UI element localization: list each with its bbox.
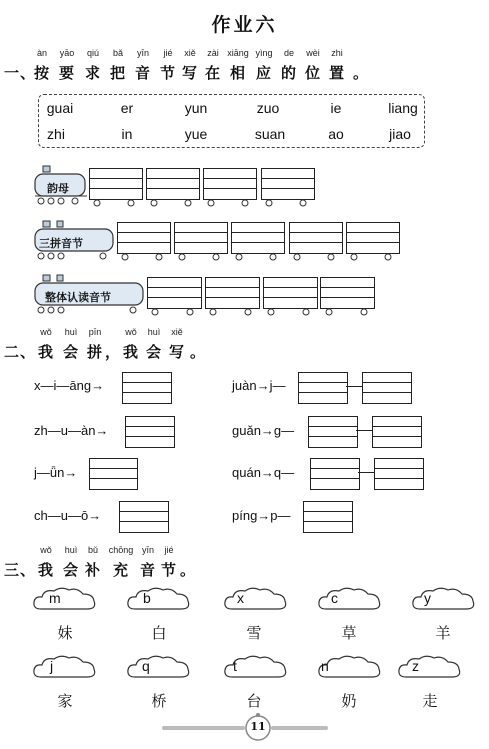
spell-expression: ch—u—ō→ (34, 508, 102, 523)
cloud-icon (125, 585, 193, 615)
pinyin: zhi (331, 48, 343, 58)
pinyin: wǒ (40, 327, 52, 337)
answer-box[interactable] (122, 372, 172, 404)
cloud-blank[interactable] (31, 653, 99, 683)
dash (358, 472, 374, 473)
answer-box[interactable] (125, 416, 175, 448)
heading-char: 节 (160, 561, 178, 579)
answer-box[interactable] (205, 277, 260, 309)
write-expression: quán→q— (232, 465, 295, 480)
spell-expression: j—ǖn→ (34, 465, 78, 480)
hanzi: 草 (341, 624, 357, 642)
heading-char: 写 (181, 64, 199, 82)
train-wheels (147, 307, 377, 319)
syllable: jiao (389, 126, 411, 142)
pinyin: huì (147, 327, 161, 337)
answer-box[interactable] (261, 168, 315, 200)
answer-box[interactable] (89, 458, 138, 490)
pinyin: bǎ (112, 48, 124, 58)
cloud-blank[interactable] (396, 653, 464, 683)
page-title: 作业六 (211, 14, 278, 36)
hanzi: 羊 (435, 624, 451, 642)
section2-heading (0, 341, 489, 361)
pinyin: huì (64, 545, 78, 555)
hanzi: 妹 (57, 624, 73, 642)
heading-char: 应 (255, 64, 273, 82)
heading-char: 在 (204, 64, 222, 82)
pinyin: wǒ (125, 327, 137, 337)
pinyin: zài (207, 48, 219, 58)
heading-char: 充 (112, 561, 130, 579)
cloud-icon (410, 585, 478, 615)
page-number: 11 (250, 720, 266, 733)
answer-box[interactable] (119, 501, 169, 533)
cloud-icon (396, 653, 464, 683)
section2-pinyin (0, 327, 489, 339)
cloud-icon (125, 653, 193, 683)
hanzi: 雪 (246, 624, 262, 642)
hanzi: 台 (246, 692, 262, 710)
section3-pinyin (0, 545, 489, 557)
answer-box[interactable] (289, 222, 343, 254)
heading-char: 我 (37, 561, 55, 579)
answer-box[interactable] (310, 458, 360, 490)
pinyin: pīn (88, 327, 102, 337)
cloud-icon (31, 585, 99, 615)
hanzi: 走 (422, 692, 438, 710)
pinyin: yìng (255, 48, 273, 58)
pinyin: xiě (184, 48, 196, 58)
heading-char: 求 (84, 64, 102, 82)
heading-char: 音 (139, 561, 157, 579)
pinyin: qiú (86, 48, 100, 58)
cloud-blank[interactable] (316, 585, 384, 615)
cloud-blank[interactable] (125, 653, 193, 683)
answer-box[interactable] (320, 277, 375, 309)
cloud-letter: z (412, 658, 419, 674)
syllable: in (121, 126, 133, 142)
heading-char: 。 (179, 561, 197, 579)
answer-box[interactable] (263, 277, 318, 309)
syllable-row-2 (0, 126, 489, 144)
answer-box[interactable] (147, 277, 202, 309)
heading-char: 节 (159, 64, 177, 82)
pinyin: yāo (59, 48, 75, 58)
answer-box[interactable] (117, 222, 171, 254)
heading-char: 按 (33, 64, 51, 82)
heading-char: 写 (168, 343, 186, 361)
cloud-blank[interactable] (31, 585, 99, 615)
cloud-blank[interactable] (316, 653, 384, 683)
char-row-1 (0, 622, 489, 642)
cloud-letter: q (142, 658, 150, 674)
heading-char: 的 (280, 64, 298, 82)
answer-box[interactable] (372, 416, 422, 448)
train-locomotive-whole-syllables (33, 273, 145, 317)
syllable: er (120, 100, 134, 116)
train-label: 三拼音节 (39, 237, 83, 250)
answer-box[interactable] (231, 222, 285, 254)
heading-char: 相 (229, 64, 247, 82)
pinyin: de (283, 48, 295, 58)
heading-char: ， (104, 343, 122, 361)
write-expression: guǎn→g— (232, 423, 295, 438)
answer-box[interactable] (346, 222, 400, 254)
answer-box[interactable] (146, 168, 200, 200)
heading-char: 。 (189, 343, 207, 361)
syllable: liang (388, 100, 418, 116)
pinyin: chōng (108, 545, 134, 555)
cloud-letter: c (331, 590, 338, 606)
cloud-letter: b (143, 590, 151, 606)
heading-char: 会 (62, 343, 80, 361)
syllable: yun (184, 100, 208, 116)
answer-box[interactable] (362, 372, 412, 404)
syllable: zhi (47, 126, 65, 142)
cloud-icon (316, 585, 384, 615)
answer-box[interactable] (298, 372, 348, 404)
answer-box[interactable] (174, 222, 228, 254)
cloud-blank[interactable] (222, 653, 290, 683)
pinyin: yīn (141, 545, 155, 555)
dash (346, 386, 362, 387)
pinyin: huì (64, 327, 78, 337)
heading-char: 我 (37, 343, 55, 361)
heading-char: 音 (134, 64, 152, 82)
hanzi: 家 (57, 692, 73, 710)
heading-char: 会 (145, 343, 163, 361)
section-number: 一、 (4, 64, 37, 82)
write-expression: juàn→j— (232, 378, 286, 393)
section-number: 二、 (4, 343, 37, 361)
syllable: ie (330, 100, 342, 116)
train-label: 整体认读音节 (45, 291, 111, 304)
pinyin: yīn (136, 48, 150, 58)
heading-char: 把 (109, 64, 127, 82)
section1-heading (0, 62, 489, 82)
answer-box[interactable] (303, 501, 353, 533)
heading-char: 要 (58, 64, 76, 82)
pinyin: jié (164, 545, 174, 555)
cloud-blank[interactable] (410, 585, 478, 615)
page-ornament (160, 713, 330, 743)
cloud-letter: x (237, 590, 244, 606)
train-wheels (89, 198, 319, 210)
cloud-letter: n (321, 658, 329, 674)
cloud-blank[interactable] (125, 585, 193, 615)
heading-char: 位 (304, 64, 322, 82)
heading-char: 补 (84, 561, 102, 579)
heading-char: 。 (352, 64, 370, 82)
heading-char: 我 (122, 343, 140, 361)
syllable: suan (254, 126, 286, 142)
char-row-2 (0, 690, 489, 710)
section-number: 三、 (4, 561, 37, 579)
cloud-letter: t (233, 658, 237, 674)
answer-box[interactable] (374, 458, 424, 490)
heading-char: 置 (328, 64, 346, 82)
pinyin: xiě (171, 327, 183, 337)
cloud-icon (31, 653, 99, 683)
cloud-letter: m (49, 590, 61, 606)
answer-box[interactable] (308, 416, 358, 448)
spell-expression: zh—u—àn→ (34, 423, 109, 438)
train-locomotive-finals (33, 164, 87, 208)
section3-heading (0, 559, 489, 579)
syllable: zuo (256, 100, 280, 116)
pinyin: wǒ (40, 545, 52, 555)
pinyin: àn (36, 48, 48, 58)
heading-char: 会 (62, 561, 80, 579)
cloud-icon (222, 585, 290, 615)
hanzi: 白 (151, 624, 167, 642)
answer-box[interactable] (89, 168, 143, 200)
syllable: guai (46, 100, 74, 116)
cloud-letter: y (424, 590, 431, 606)
cloud-blank[interactable] (222, 585, 290, 615)
section1-pinyin (0, 48, 489, 60)
syllable: ao (328, 126, 344, 142)
train-locomotive-three-part (33, 219, 115, 263)
syllable: yue (184, 126, 208, 142)
train-wheels (117, 252, 402, 264)
dash (356, 430, 372, 431)
heading-char: 拼 (86, 343, 104, 361)
hanzi: 奶 (341, 692, 357, 710)
pinyin: wèi (306, 48, 320, 58)
pinyin: xiāng (227, 48, 249, 58)
train-label: 韵母 (47, 182, 69, 195)
answer-box[interactable] (203, 168, 257, 200)
spell-expression: x—i—āng→ (34, 378, 105, 393)
cloud-letter: j (50, 658, 54, 674)
pinyin: jié (163, 48, 173, 58)
write-expression: píng→p— (232, 508, 291, 523)
hanzi: 桥 (151, 692, 167, 710)
pinyin: bǔ (87, 545, 99, 555)
syllable-row-1 (0, 100, 489, 118)
